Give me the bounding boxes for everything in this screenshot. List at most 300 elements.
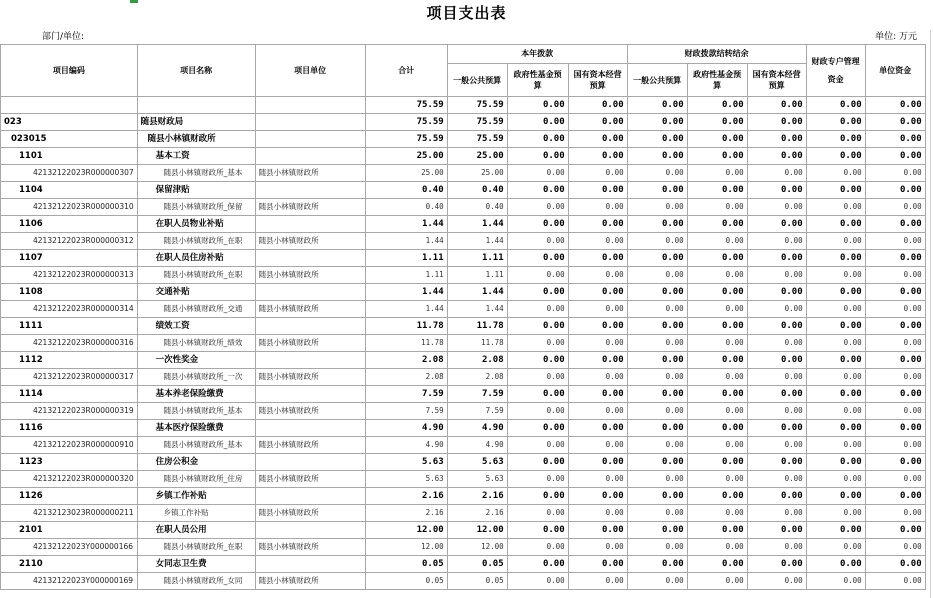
cell-value[interactable]: 0.00: [687, 250, 747, 267]
header-g1-fund[interactable]: 政府性基金预算: [507, 64, 568, 97]
cell-value[interactable]: 0.00: [865, 199, 925, 216]
cell-value[interactable]: 25.00: [447, 148, 507, 165]
cell-value[interactable]: 0.40: [447, 199, 507, 216]
cell-code[interactable]: 1123: [1, 454, 138, 471]
cell-value[interactable]: 1.44: [447, 284, 507, 301]
cell-name[interactable]: 随县小林镇财政所_交通: [137, 301, 255, 318]
cell-code[interactable]: 42132122023Y000000166: [1, 539, 138, 556]
cell-value[interactable]: 0.00: [865, 386, 925, 403]
cell-value[interactable]: 75.59: [365, 97, 447, 114]
cell-value[interactable]: 0.00: [806, 199, 865, 216]
cell-value[interactable]: 0.00: [687, 267, 747, 284]
cell-value[interactable]: 0.00: [687, 386, 747, 403]
cell-value[interactable]: 2.08: [365, 369, 447, 386]
cell-value[interactable]: 0.00: [747, 454, 806, 471]
cell-value[interactable]: 2.16: [365, 505, 447, 522]
cell-value[interactable]: 0.00: [568, 114, 627, 131]
cell-value[interactable]: 0.00: [507, 437, 568, 454]
cell-value[interactable]: 0.00: [806, 267, 865, 284]
cell-value[interactable]: 0.00: [747, 403, 806, 420]
cell-code[interactable]: 42132123023R000000211: [1, 505, 138, 522]
cell-value[interactable]: 0.00: [865, 369, 925, 386]
cell-value[interactable]: 5.63: [365, 471, 447, 488]
cell-value[interactable]: 0.00: [627, 573, 687, 590]
header-g2-state-capital[interactable]: 国有资本经营预算: [747, 64, 806, 97]
cell-value[interactable]: 0.00: [806, 250, 865, 267]
cell-value[interactable]: 0.00: [507, 301, 568, 318]
cell-value[interactable]: 0.00: [687, 97, 747, 114]
cell-code[interactable]: 42132122023Y000000169: [1, 573, 138, 590]
cell-value[interactable]: 0.00: [865, 131, 925, 148]
cell-value[interactable]: 0.00: [806, 301, 865, 318]
cell-name[interactable]: 基本医疗保险缴费: [137, 420, 255, 437]
cell-value[interactable]: 1.11: [365, 250, 447, 267]
cell-value[interactable]: 0.00: [568, 369, 627, 386]
cell-value[interactable]: 0.00: [568, 318, 627, 335]
cell-value[interactable]: 0.00: [568, 505, 627, 522]
cell-value[interactable]: 1.44: [365, 301, 447, 318]
cell-value[interactable]: 0.00: [865, 165, 925, 182]
cell-value[interactable]: 0.00: [627, 556, 687, 573]
cell-value[interactable]: 1.44: [365, 233, 447, 250]
cell-value[interactable]: 0.00: [627, 352, 687, 369]
cell-value[interactable]: 0.00: [806, 318, 865, 335]
cell-value[interactable]: 2.08: [447, 369, 507, 386]
cell-name[interactable]: 基本养老保险缴费: [137, 386, 255, 403]
cell-value[interactable]: 0.00: [865, 284, 925, 301]
cell-unit[interactable]: 随县小林镇财政所: [255, 403, 365, 420]
cell-value[interactable]: 0.00: [507, 233, 568, 250]
cell-value[interactable]: 0.00: [627, 488, 687, 505]
cell-code[interactable]: 1107: [1, 250, 138, 267]
cell-value[interactable]: 1.44: [447, 301, 507, 318]
cell-value[interactable]: 0.00: [865, 573, 925, 590]
cell-unit[interactable]: [255, 488, 365, 505]
cell-name[interactable]: 随县小林镇财政所_保留: [137, 199, 255, 216]
cell-value[interactable]: 0.00: [865, 318, 925, 335]
cell-value[interactable]: 0.00: [507, 488, 568, 505]
cell-value[interactable]: 0.00: [568, 97, 627, 114]
cell-value[interactable]: 0.00: [507, 539, 568, 556]
cell-value[interactable]: 75.59: [365, 131, 447, 148]
cell-value[interactable]: 1.44: [447, 233, 507, 250]
cell-value[interactable]: 1.11: [447, 250, 507, 267]
cell-name[interactable]: 随县小林镇财政所_女同: [137, 573, 255, 590]
cell-unit[interactable]: 随县小林镇财政所: [255, 437, 365, 454]
cell-value[interactable]: 0.00: [806, 216, 865, 233]
cell-value[interactable]: 0.00: [507, 522, 568, 539]
cell-value[interactable]: 0.00: [507, 216, 568, 233]
cell-unit[interactable]: 随县小林镇财政所: [255, 505, 365, 522]
cell-value[interactable]: 0.00: [507, 505, 568, 522]
cell-value[interactable]: 0.00: [747, 250, 806, 267]
cell-value[interactable]: 0.00: [806, 488, 865, 505]
cell-value[interactable]: 0.00: [806, 471, 865, 488]
cell-value[interactable]: 0.00: [507, 471, 568, 488]
cell-value[interactable]: 11.78: [365, 335, 447, 352]
cell-value[interactable]: 12.00: [365, 539, 447, 556]
cell-value[interactable]: 0.00: [568, 386, 627, 403]
cell-code[interactable]: 42132122023R000000316: [1, 335, 138, 352]
cell-unit[interactable]: 随县小林镇财政所: [255, 233, 365, 250]
cell-value[interactable]: 12.00: [447, 539, 507, 556]
cell-value[interactable]: 0.00: [627, 386, 687, 403]
cell-value[interactable]: 0.00: [568, 165, 627, 182]
header-g1-general[interactable]: 一般公共预算: [447, 64, 507, 97]
cell-value[interactable]: 0.00: [627, 335, 687, 352]
cell-value[interactable]: 0.00: [568, 131, 627, 148]
cell-value[interactable]: 0.00: [507, 114, 568, 131]
cell-value[interactable]: 0.00: [865, 556, 925, 573]
cell-value[interactable]: 5.63: [447, 471, 507, 488]
cell-value[interactable]: 0.00: [865, 301, 925, 318]
cell-value[interactable]: 25.00: [365, 148, 447, 165]
cell-value[interactable]: 0.00: [568, 284, 627, 301]
cell-value[interactable]: 0.00: [865, 471, 925, 488]
cell-value[interactable]: 0.00: [806, 131, 865, 148]
cell-value[interactable]: 0.00: [747, 420, 806, 437]
cell-value[interactable]: 0.00: [806, 284, 865, 301]
header-special-account[interactable]: 财政专户管理资金: [806, 45, 865, 97]
cell-value[interactable]: 0.00: [687, 556, 747, 573]
cell-value[interactable]: 0.00: [747, 573, 806, 590]
cell-value[interactable]: 0.00: [865, 539, 925, 556]
cell-value[interactable]: 0.00: [747, 114, 806, 131]
cell-value[interactable]: 0.00: [507, 403, 568, 420]
cell-value[interactable]: 0.00: [865, 488, 925, 505]
cell-value[interactable]: 0.00: [747, 97, 806, 114]
cell-value[interactable]: 75.59: [447, 114, 507, 131]
cell-name[interactable]: 随县小林镇财政所_基本: [137, 437, 255, 454]
cell-code[interactable]: 1106: [1, 216, 138, 233]
cell-value[interactable]: 0.00: [507, 165, 568, 182]
cell-value[interactable]: 4.90: [447, 437, 507, 454]
cell-name[interactable]: 保留津贴: [137, 182, 255, 199]
cell-value[interactable]: 0.00: [865, 454, 925, 471]
cell-unit[interactable]: 随县小林镇财政所: [255, 335, 365, 352]
cell-value[interactable]: 0.00: [806, 335, 865, 352]
cell-unit[interactable]: 随县小林镇财政所: [255, 539, 365, 556]
cell-value[interactable]: 0.00: [865, 505, 925, 522]
cell-value[interactable]: 0.00: [568, 403, 627, 420]
cell-value[interactable]: 0.00: [865, 267, 925, 284]
cell-value[interactable]: 0.00: [747, 148, 806, 165]
cell-unit[interactable]: [255, 284, 365, 301]
cell-name[interactable]: 绩效工资: [137, 318, 255, 335]
cell-value[interactable]: 0.00: [747, 165, 806, 182]
cell-value[interactable]: 1.11: [365, 267, 447, 284]
cell-value[interactable]: 0.00: [806, 114, 865, 131]
cell-code[interactable]: 42132122023R000000317: [1, 369, 138, 386]
cell-value[interactable]: 0.00: [687, 165, 747, 182]
cell-name[interactable]: 一次性奖金: [137, 352, 255, 369]
cell-code[interactable]: 1111: [1, 318, 138, 335]
cell-value[interactable]: 12.00: [447, 522, 507, 539]
cell-value[interactable]: 0.00: [687, 352, 747, 369]
cell-value[interactable]: 0.00: [806, 505, 865, 522]
cell-unit[interactable]: [255, 250, 365, 267]
cell-value[interactable]: 0.00: [687, 573, 747, 590]
cell-value[interactable]: 0.00: [507, 267, 568, 284]
cell-value[interactable]: 0.00: [687, 369, 747, 386]
cell-value[interactable]: 0.00: [806, 148, 865, 165]
cell-value[interactable]: 0.00: [507, 97, 568, 114]
cell-value[interactable]: 0.00: [687, 114, 747, 131]
cell-value[interactable]: 0.00: [747, 488, 806, 505]
cell-value[interactable]: 2.16: [447, 505, 507, 522]
cell-value[interactable]: 1.44: [447, 216, 507, 233]
cell-value[interactable]: 0.00: [747, 216, 806, 233]
cell-value[interactable]: 0.00: [568, 556, 627, 573]
cell-value[interactable]: 0.00: [627, 148, 687, 165]
cell-code[interactable]: 1112: [1, 352, 138, 369]
cell-value[interactable]: 0.00: [806, 165, 865, 182]
cell-value[interactable]: 0.00: [687, 403, 747, 420]
cell-value[interactable]: 0.00: [747, 267, 806, 284]
cell-value[interactable]: 0.00: [865, 352, 925, 369]
cell-value[interactable]: 0.00: [507, 352, 568, 369]
cell-value[interactable]: 0.00: [507, 420, 568, 437]
cell-value[interactable]: 0.00: [507, 369, 568, 386]
cell-value[interactable]: 0.40: [365, 182, 447, 199]
cell-code[interactable]: 42132122023R000000320: [1, 471, 138, 488]
header-unit-fund[interactable]: 单位资金: [865, 45, 925, 97]
cell-value[interactable]: 0.00: [627, 114, 687, 131]
cell-value[interactable]: 0.00: [687, 488, 747, 505]
cell-value[interactable]: 0.00: [627, 522, 687, 539]
cell-code[interactable]: [1, 97, 138, 114]
cell-value[interactable]: 0.00: [568, 488, 627, 505]
cell-unit[interactable]: 随县小林镇财政所: [255, 573, 365, 590]
cell-value[interactable]: 0.00: [806, 573, 865, 590]
cell-value[interactable]: 0.00: [747, 437, 806, 454]
cell-value[interactable]: 0.00: [627, 454, 687, 471]
cell-value[interactable]: 0.00: [687, 148, 747, 165]
cell-unit[interactable]: [255, 318, 365, 335]
cell-value[interactable]: 0.00: [806, 182, 865, 199]
header-group-current-year[interactable]: 本年拨款: [447, 45, 627, 64]
cell-code[interactable]: 1114: [1, 386, 138, 403]
cell-code[interactable]: 42132122023R000000312: [1, 233, 138, 250]
cell-value[interactable]: 0.00: [627, 131, 687, 148]
cell-value[interactable]: 0.00: [568, 148, 627, 165]
cell-value[interactable]: 0.00: [568, 437, 627, 454]
cell-value[interactable]: 5.63: [365, 454, 447, 471]
cell-value[interactable]: 2.16: [447, 488, 507, 505]
cell-value[interactable]: 0.00: [568, 539, 627, 556]
cell-code[interactable]: 42132122023R000000313: [1, 267, 138, 284]
cell-value[interactable]: 0.00: [627, 420, 687, 437]
cell-value[interactable]: 0.00: [687, 301, 747, 318]
cell-value[interactable]: 0.00: [507, 284, 568, 301]
cell-name[interactable]: 在职人员公用: [137, 522, 255, 539]
cell-value[interactable]: 0.00: [627, 437, 687, 454]
cell-value[interactable]: 0.00: [507, 573, 568, 590]
cell-unit[interactable]: [255, 131, 365, 148]
cell-value[interactable]: 7.59: [447, 386, 507, 403]
cell-name[interactable]: [137, 97, 255, 114]
cell-name[interactable]: 在职人员住房补贴: [137, 250, 255, 267]
header-group-carryover[interactable]: 财政拨款结转结余: [627, 45, 806, 64]
cell-unit[interactable]: [255, 114, 365, 131]
cell-code[interactable]: 2110: [1, 556, 138, 573]
cell-code[interactable]: 42132122023R000000307: [1, 165, 138, 182]
cell-name[interactable]: 乡镇工作补贴: [137, 488, 255, 505]
cell-value[interactable]: 0.00: [568, 233, 627, 250]
cell-code[interactable]: 1116: [1, 420, 138, 437]
header-name[interactable]: 项目名称: [137, 45, 255, 97]
cell-value[interactable]: 0.40: [365, 199, 447, 216]
cell-value[interactable]: 0.05: [365, 573, 447, 590]
cell-name[interactable]: 基本工资: [137, 148, 255, 165]
cell-value[interactable]: 7.59: [365, 403, 447, 420]
cell-value[interactable]: 0.00: [687, 284, 747, 301]
cell-value[interactable]: 0.00: [627, 267, 687, 284]
cell-value[interactable]: 0.00: [865, 403, 925, 420]
cell-unit[interactable]: [255, 182, 365, 199]
cell-value[interactable]: 0.00: [806, 386, 865, 403]
header-g1-state-capital[interactable]: 国有资本经营预算: [568, 64, 627, 97]
cell-code[interactable]: 1101: [1, 148, 138, 165]
header-g2-general[interactable]: 一般公共预算: [627, 64, 687, 97]
cell-value[interactable]: 0.00: [507, 199, 568, 216]
cell-value[interactable]: 0.00: [627, 199, 687, 216]
header-total[interactable]: 合计: [365, 45, 447, 97]
cell-value[interactable]: 0.05: [447, 556, 507, 573]
cell-code[interactable]: 023: [1, 114, 138, 131]
cell-value[interactable]: 0.00: [806, 97, 865, 114]
cell-unit[interactable]: 随县小林镇财政所: [255, 267, 365, 284]
cell-value[interactable]: 0.00: [865, 437, 925, 454]
cell-value[interactable]: 11.78: [447, 335, 507, 352]
cell-unit[interactable]: [255, 420, 365, 437]
cell-value[interactable]: 0.00: [687, 437, 747, 454]
cell-value[interactable]: 1.44: [365, 284, 447, 301]
cell-value[interactable]: 0.00: [627, 216, 687, 233]
cell-value[interactable]: 0.00: [806, 454, 865, 471]
cell-value[interactable]: 0.00: [806, 420, 865, 437]
cell-value[interactable]: 25.00: [365, 165, 447, 182]
cell-value[interactable]: 0.00: [747, 505, 806, 522]
cell-code[interactable]: 42132122023R000000314: [1, 301, 138, 318]
cell-value[interactable]: 0.00: [507, 250, 568, 267]
cell-value[interactable]: 7.59: [447, 403, 507, 420]
cell-value[interactable]: 5.63: [447, 454, 507, 471]
cell-value[interactable]: 0.00: [627, 369, 687, 386]
cell-name[interactable]: 女同志卫生费: [137, 556, 255, 573]
cell-code[interactable]: 1104: [1, 182, 138, 199]
cell-value[interactable]: 0.00: [747, 318, 806, 335]
cell-unit[interactable]: [255, 386, 365, 403]
cell-value[interactable]: 0.00: [806, 539, 865, 556]
cell-value[interactable]: 4.90: [447, 420, 507, 437]
cell-value[interactable]: 0.00: [747, 369, 806, 386]
cell-name[interactable]: 在职人员物业补贴: [137, 216, 255, 233]
cell-unit[interactable]: [255, 97, 365, 114]
cell-value[interactable]: 0.00: [568, 420, 627, 437]
cell-value[interactable]: 1.11: [447, 267, 507, 284]
cell-unit[interactable]: [255, 556, 365, 573]
cell-value[interactable]: 0.00: [568, 301, 627, 318]
cell-value[interactable]: 0.00: [747, 471, 806, 488]
header-unit[interactable]: 项目单位: [255, 45, 365, 97]
cell-value[interactable]: 0.00: [568, 522, 627, 539]
cell-value[interactable]: 0.00: [627, 403, 687, 420]
cell-value[interactable]: 0.00: [627, 318, 687, 335]
cell-value[interactable]: 0.00: [747, 182, 806, 199]
cell-value[interactable]: 0.00: [806, 352, 865, 369]
cell-value[interactable]: 0.00: [687, 233, 747, 250]
cell-value[interactable]: 0.00: [747, 301, 806, 318]
cell-value[interactable]: 0.00: [627, 505, 687, 522]
cell-value[interactable]: 0.00: [627, 97, 687, 114]
cell-value[interactable]: 0.00: [627, 165, 687, 182]
cell-value[interactable]: 0.00: [568, 335, 627, 352]
cell-value[interactable]: 0.00: [687, 420, 747, 437]
cell-value[interactable]: 0.00: [687, 131, 747, 148]
cell-code[interactable]: 2101: [1, 522, 138, 539]
cell-name[interactable]: 交通补贴: [137, 284, 255, 301]
cell-name[interactable]: 随县小林镇财政所_在职: [137, 233, 255, 250]
cell-value[interactable]: 0.00: [806, 556, 865, 573]
cell-value[interactable]: 0.00: [865, 250, 925, 267]
cell-value[interactable]: 0.00: [507, 318, 568, 335]
cell-unit[interactable]: [255, 454, 365, 471]
cell-value[interactable]: 0.00: [568, 267, 627, 284]
cell-value[interactable]: 0.00: [507, 454, 568, 471]
cell-code[interactable]: 42132122023R000000910: [1, 437, 138, 454]
cell-value[interactable]: 2.08: [447, 352, 507, 369]
cell-value[interactable]: 0.00: [747, 386, 806, 403]
cell-value[interactable]: 0.00: [865, 233, 925, 250]
cell-code[interactable]: 023015: [1, 131, 138, 148]
cell-value[interactable]: 11.78: [447, 318, 507, 335]
cell-value[interactable]: 0.00: [865, 420, 925, 437]
cell-value[interactable]: 0.00: [507, 556, 568, 573]
cell-value[interactable]: 7.59: [365, 386, 447, 403]
cell-value[interactable]: 0.00: [687, 454, 747, 471]
cell-value[interactable]: 4.90: [365, 420, 447, 437]
cell-value[interactable]: 75.59: [447, 97, 507, 114]
cell-value[interactable]: 0.00: [568, 573, 627, 590]
cell-value[interactable]: 0.00: [687, 522, 747, 539]
cell-value[interactable]: 0.00: [568, 471, 627, 488]
cell-value[interactable]: 0.00: [627, 182, 687, 199]
cell-value[interactable]: 11.78: [365, 318, 447, 335]
cell-value[interactable]: 25.00: [447, 165, 507, 182]
cell-value[interactable]: 0.00: [806, 233, 865, 250]
cell-unit[interactable]: [255, 148, 365, 165]
cell-value[interactable]: 0.00: [507, 386, 568, 403]
cell-value[interactable]: 0.00: [865, 216, 925, 233]
cell-value[interactable]: 0.00: [568, 182, 627, 199]
cell-value[interactable]: 0.00: [687, 216, 747, 233]
cell-value[interactable]: 0.00: [747, 233, 806, 250]
cell-name[interactable]: 随县小林镇财政所_在职: [137, 267, 255, 284]
cell-value[interactable]: 0.00: [865, 114, 925, 131]
cell-value[interactable]: 75.59: [447, 131, 507, 148]
cell-value[interactable]: 0.00: [865, 335, 925, 352]
cell-value[interactable]: 0.00: [806, 437, 865, 454]
cell-value[interactable]: 0.00: [747, 199, 806, 216]
cell-code[interactable]: 42132122023R000000319: [1, 403, 138, 420]
cell-name[interactable]: 随县小林镇财政所_一次: [137, 369, 255, 386]
cell-value[interactable]: 0.00: [687, 505, 747, 522]
cell-value[interactable]: 75.59: [365, 114, 447, 131]
cell-value[interactable]: 0.00: [687, 318, 747, 335]
cell-code[interactable]: 1108: [1, 284, 138, 301]
cell-unit[interactable]: 随县小林镇财政所: [255, 165, 365, 182]
